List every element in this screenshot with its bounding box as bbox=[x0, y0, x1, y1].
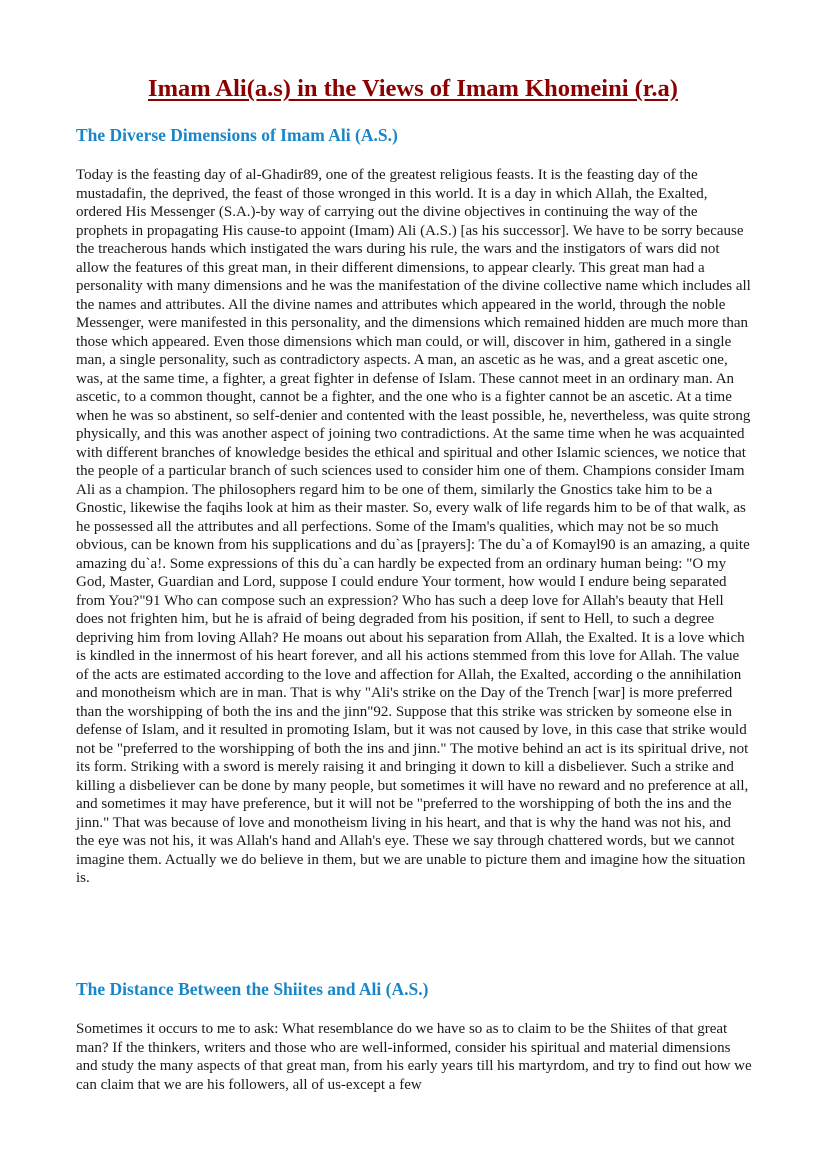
section-paragraph-diverse-dimensions: Today is the feasting day of al-Ghadir89, one of the greatest religious feasts. It is the feasting day of the mustadafin, the deprived, the feast of those wronged in this world. It is a day in which Allah, the Exalted, ordered His Messenger (S.A.)-by way of carrying out the divine objectives in continuing the way of the prophets in propagating His cause-to appoint (Imam) Ali (A.S.) [as his successor]. We have to be sorry because the treacherous hands which instigated the wars during his rule, the wars and the instigators of wars did not allow the features of this great man, in their different dimensions, to appear clearly. This great man had a personality with many dimensions and he was the manifestation of the divine collective name which includes all the names and attributes. All the divine names and attributes which appeared in the world, through the noble Messenger, were manifested in this personality, and the dimensions which remained hidden are much more than those which appeared. Even those dimensions which man could, or will, discover in him, gathered in a single man, a single personality, such as contradictory aspects. A man, an ascetic as he was, and a great ascetic one, was, at the same time, a fighter, a great fighter in defense of Islam. These cannot meet in an ordinary man. An ascetic, to a common thought, cannot be a fighter, and the one who is a fighter cannot be an ascetic. At a time when he was so abstinent, so self-denier and contented with the least possible, he, nevertheless, was quite strong physically, and this was another aspect of joining two contradictions. At the same time when he was acquainted with different branches of knowledge besides the ethical and spiritual and other Islamic sciences, we notice that the people of a particular branch of such sciences used to consider him one of them. Champions consider Imam Ali as a champion. The philosophers regard him to be one of them, similarly the Gnostics take him to be a Gnostic, likewise the faqihs look at him as their master. So, every walk of life regards him to be of that walk, as he possessed all the attributes and all perfections. Some of the Imam's qualities, which may not be so much obvious, can be known from his supplications and du`as [prayers]: The du`a of Komayl90 is an amazing, a quite amazing du`a!. Some expressions of this du`a can hardly be expected from an ordinary human being: "O my God, Master, Guardian and Lord, suppose I could endure Your torment, how would I endure being separated from You?"91 Who can compose such an expression? Who has such a deep love for Allah's beauty that Hell does not frighten him, but he is afraid of being degraded from his position, if sent to Hell, to such a degree depriving him from loving Allah? He moans out about his separation from Allah, the Exalted. It is a love which is kindled in the innermost of his heart forever, and all his actions stemmed from this love for Allah. The value of the acts are estimated according to the love and affection for Allah, the Exalted, according o the annihilation and monotheism which are in man. That is why "Ali's strike on the Day of the Trench [war] is more preferred than the worshipping of both the ins and the jinn"92. Suppose that this strike was stricken by someone else in defense of Islam, and it resulted in promoting Islam, but it was not caused by love, in this case that strike would not be "preferred to the worshipping of both the ins and jinn." The motive behind an act is its spiritual drive, not its form. Striking with a sword is merely raising it and bringing it down to kill a disbeliever. Such a strike and killing a disbeliever can be done by many people, but sometimes it will have no reward and no preference at all, and sometimes it may have preference, but it will not be "preferred to the worshipping of both the ins and the jinn." That was because of love and monotheism living in his heart, and that is why the hand was not his, and the eye was not his, it was Allah's hand and Allah's eye. These we say through chattered words, but we cannot imagine them. Actually we do believe in them, but we are unable to picture them and imagine how the situation is. bbox=[76, 167, 751, 886]
section-heading-distance-shiites: The Distance Between the Shiites and Ali (A.S.) bbox=[76, 979, 429, 999]
document-title: Imam Ali(a.s) in the Views of Imam Khomeini (r.a) bbox=[148, 75, 678, 102]
section-heading-diverse-dimensions: The Diverse Dimensions of Imam Ali (A.S.) bbox=[76, 125, 398, 145]
section-paragraph-distance-shiites: Sometimes it occurs to me to ask: What resemblance do we have so as to claim to be the Shiites of that great man? If the thinkers, writers and those who are well-informed, consider his spiritual and material dimensions and study the many aspects of that great man, from his early years till his martyrdom, and try to find out how we can claim that we are his followers, all of us-except a few bbox=[76, 1021, 752, 1093]
